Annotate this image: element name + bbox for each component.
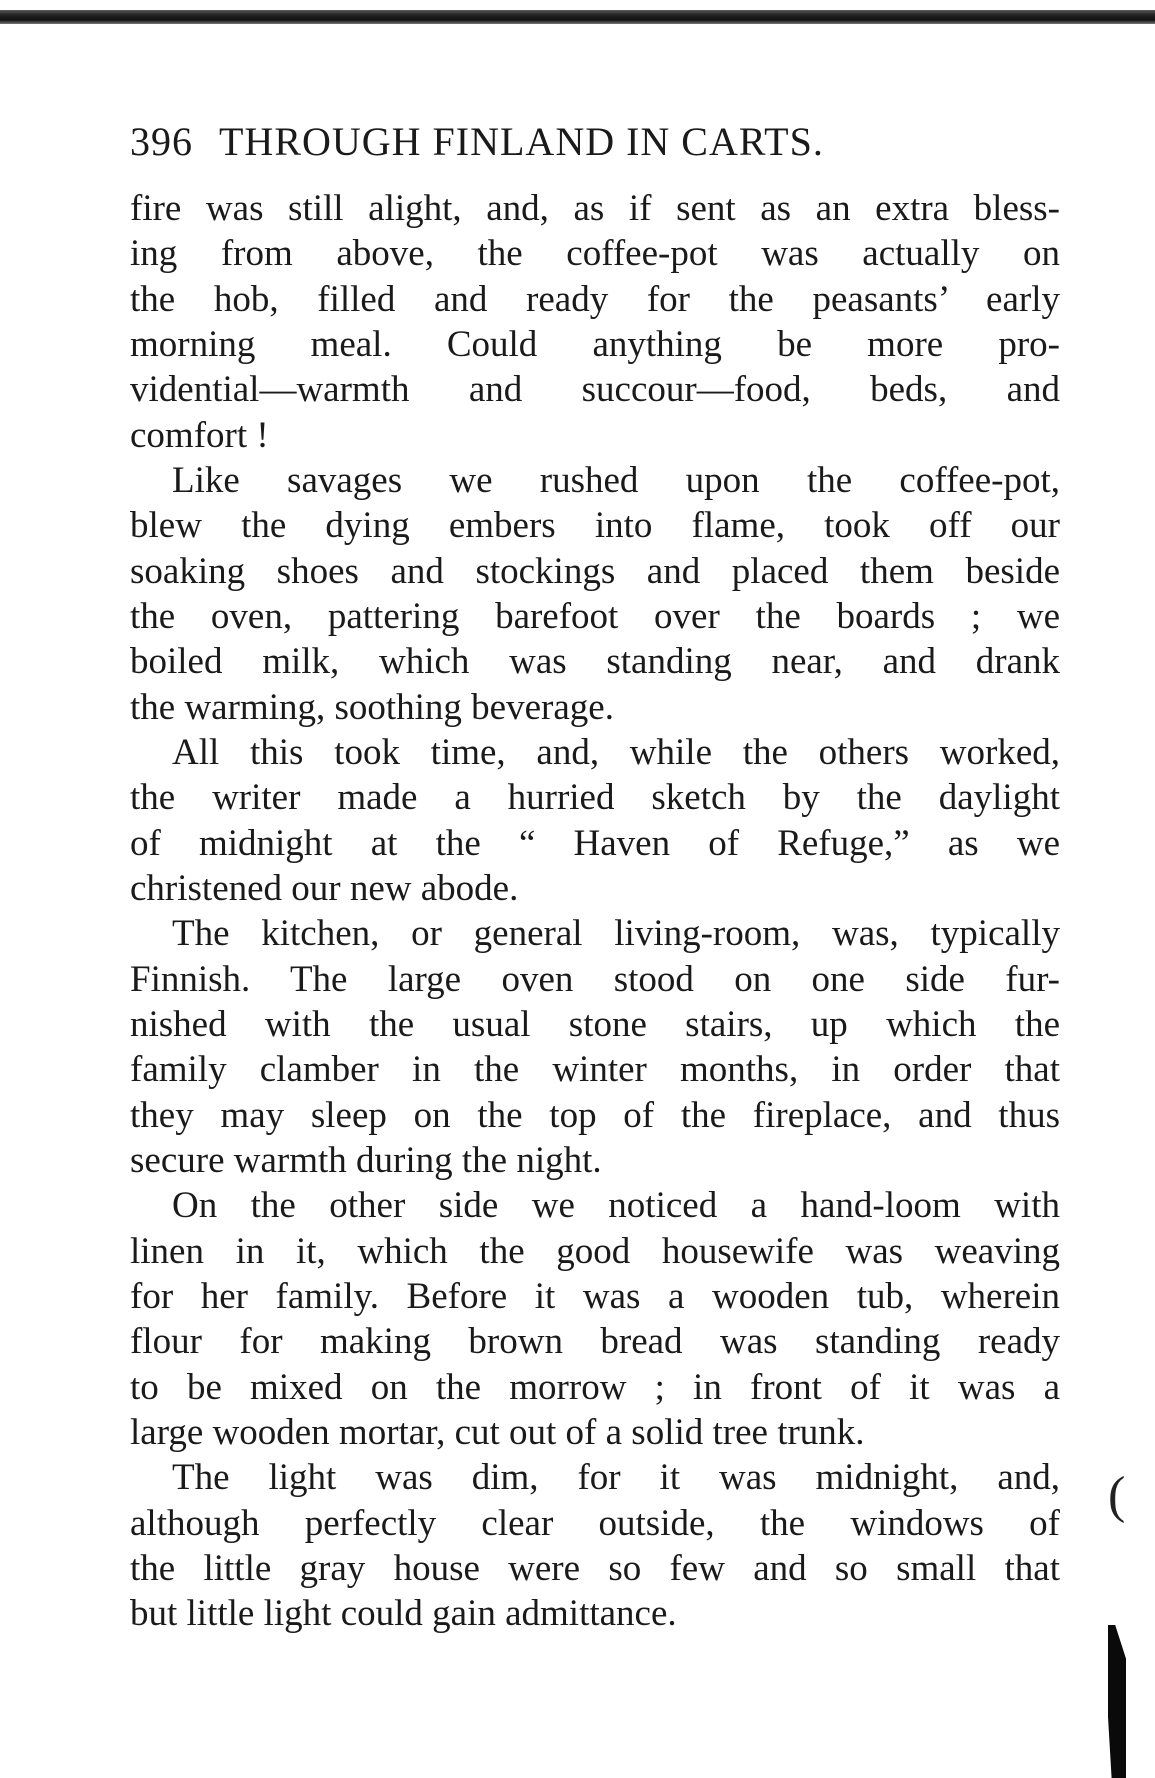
text-line: the writer made a hurried sketch by the daylight	[130, 777, 1060, 819]
text-line: the little gray house were so few and so small that	[130, 1547, 1060, 1589]
text-line: for her family. Before it was a wooden tub, wherein	[130, 1275, 1060, 1317]
margin-mark: (	[1108, 1467, 1126, 1524]
body-text	[130, 186, 1060, 1637]
text-line: The light was dim, for it was midnight, and,	[172, 1457, 1060, 1499]
text-line: All this took time, and, while the others worked,	[172, 731, 1060, 773]
text-line: fire was still alight, and, as if sent as an extra bless-	[130, 188, 1060, 229]
text-line: of midnight at the “ Haven of Refuge,” as we	[130, 822, 1060, 864]
text-line: Finnish. The large oven stood on one side fur-	[130, 958, 1060, 1000]
text-line: nished with the usual stone stairs, up which the	[130, 1003, 1060, 1045]
text-line: secure warmth during the night.	[130, 1139, 602, 1181]
page-edge-shadow	[1108, 1625, 1126, 1778]
text-line: blew the dying embers into flame, took off our	[130, 505, 1060, 547]
text-line: comfort !	[130, 414, 269, 456]
text-line: vidential—warmth and succour—food, beds, and	[130, 369, 1060, 411]
page-number: 396	[130, 119, 193, 164]
text-line: the oven, pattering barefoot over the boards ; we	[130, 595, 1060, 637]
running-title: THROUGH FINLAND IN CARTS.	[219, 119, 824, 164]
text-line: ing from above, the coffee-pot was actually on	[130, 233, 1060, 275]
text-line: the warming, soothing beverage.	[130, 686, 614, 728]
text-line: the hob, filled and ready for the peasants’ early	[130, 278, 1060, 320]
text-line: The kitchen, or general living-room, was, typically	[172, 913, 1060, 955]
text-line: soaking shoes and stockings and placed them beside	[130, 550, 1060, 592]
text-line: they may sleep on the top of the fireplace, and thus	[130, 1094, 1060, 1136]
text-line: morning meal. Could anything be more pro-	[130, 323, 1060, 365]
text-line: flour for making brown bread was standing ready	[130, 1321, 1060, 1363]
text-line: boiled milk, which was standing near, and drank	[130, 641, 1060, 683]
text-line: On the other side we noticed a hand-loom with	[172, 1185, 1060, 1227]
running-header	[130, 118, 1010, 166]
text-line: to be mixed on the morrow ; in front of it was a	[130, 1366, 1060, 1408]
text-line: family clamber in the winter months, in order that	[130, 1049, 1060, 1091]
text-line: large wooden mortar, cut out of a solid tree trunk.	[130, 1411, 865, 1453]
text-line: linen in it, which the good housewife was weaving	[130, 1230, 1060, 1272]
text-line: but little light could gain admittance.	[130, 1593, 677, 1635]
text-line: christened our new abode.	[130, 867, 519, 909]
text-line: although perfectly clear outside, the windows of	[130, 1502, 1060, 1544]
text-line: Like savages we rushed upon the coffee-pot,	[172, 459, 1060, 501]
top-rule	[0, 10, 1155, 24]
